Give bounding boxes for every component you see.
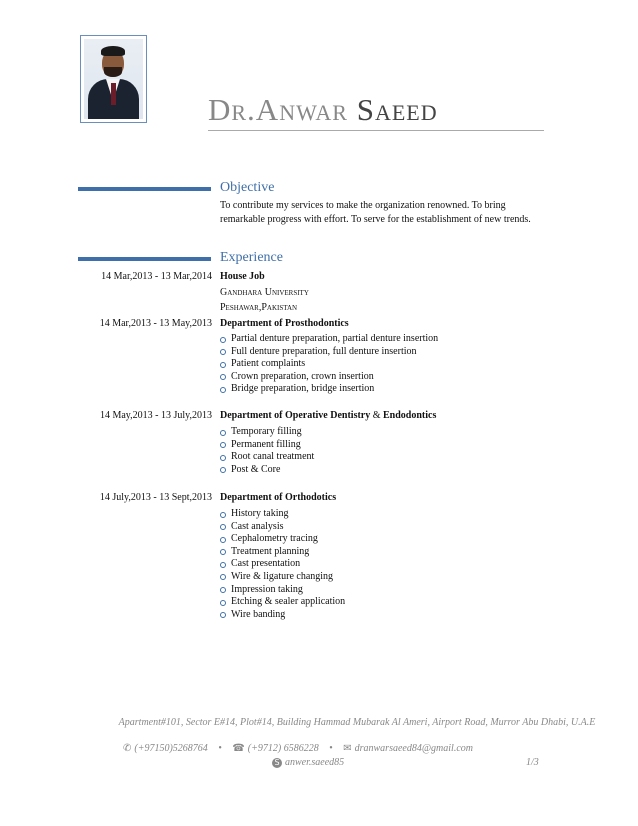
list-item: Temporary filling bbox=[220, 426, 314, 439]
envelope-icon: ✉ bbox=[343, 743, 352, 754]
list-item: Treatment planning bbox=[220, 546, 345, 559]
operative-title: Department of Operative Dentistry & Endodontics bbox=[220, 410, 437, 421]
list-item: Full denture preparation, full denture insertion bbox=[220, 346, 438, 359]
operative-dates: 14 May,2013 - 13 July,2013 bbox=[99, 410, 212, 421]
list-item: Cast presentation bbox=[220, 558, 345, 571]
footer-phone: (+9712) 6586228 bbox=[247, 743, 319, 754]
orthodontics-list bbox=[220, 508, 345, 621]
first-name: Dr.Anwar bbox=[208, 92, 348, 127]
list-item: Wire banding bbox=[220, 609, 345, 622]
house-job-title: House Job bbox=[220, 271, 265, 282]
house-job-dates: 14 Mar,2013 - 13 Mar,2014 bbox=[101, 271, 212, 282]
last-name: Saeed bbox=[356, 92, 438, 127]
name-divider bbox=[208, 130, 544, 131]
list-item: Cast analysis bbox=[220, 521, 345, 534]
candidate-name bbox=[208, 92, 438, 128]
objective-title: Objective bbox=[220, 180, 275, 195]
operative-list bbox=[220, 426, 314, 476]
list-item: Cephalometry tracing bbox=[220, 533, 345, 546]
mobile-phone-icon: ✆ bbox=[123, 743, 132, 754]
objective-bar bbox=[78, 187, 211, 191]
profile-photo-image bbox=[84, 39, 143, 119]
objective-text: To contribute my services to make the organization renowned. To bring remarkable progress with effort. To serve for the establishment of new trends. bbox=[220, 200, 531, 225]
page-number: 1/3 bbox=[526, 757, 539, 768]
footer-contacts: ✆ (+97150)5268764 • ☎ (+9712) 6586228 • ✉ dranwarsaeed84@gmail.com bbox=[123, 743, 473, 754]
orthodontics-title: Department of Orthodotics bbox=[220, 492, 337, 503]
list-item: Permanent filling bbox=[220, 439, 314, 452]
orthodontics-dates: 14 July,2013 - 13 Sept,2013 bbox=[99, 492, 212, 503]
list-item: Bridge preparation, bridge insertion bbox=[220, 383, 438, 396]
prosthodontics-dates: 14 Mar,2013 - 13 May,2013 bbox=[99, 318, 212, 329]
experience-title: Experience bbox=[220, 250, 283, 265]
telephone-icon: ☎ bbox=[232, 743, 245, 754]
skype-icon: S bbox=[272, 758, 282, 768]
list-item: Patient complaints bbox=[220, 358, 438, 371]
list-item: Partial denture preparation, partial denture insertion bbox=[220, 333, 438, 346]
footer-mobile: (+97150)5268764 bbox=[134, 743, 208, 754]
list-item: Crown preparation, crown insertion bbox=[220, 371, 438, 384]
house-job-institution: Gandhara University bbox=[220, 287, 309, 298]
footer-email[interactable]: dranwarsaeed84@gmail.com bbox=[354, 743, 473, 754]
list-item: Post & Core bbox=[220, 464, 314, 477]
list-item: History taking bbox=[220, 508, 345, 521]
footer-skype bbox=[272, 757, 344, 768]
footer-address: Apartment#101, Sector E#14, Plot#14, Building Hammad Mubarak Al Ameri, Airport Road, Murror Abu Dhabi, U.A.E bbox=[118, 717, 596, 728]
list-item: Impression taking bbox=[220, 584, 345, 597]
list-item: Etching & sealer application bbox=[220, 596, 345, 609]
profile-photo bbox=[80, 35, 147, 123]
prosthodontics-title: Department of Prosthodontics bbox=[220, 318, 349, 329]
footer-skype-id[interactable]: anwer.saeed85 bbox=[285, 757, 345, 768]
prosthodontics-list bbox=[220, 333, 438, 396]
list-item: Root canal treatment bbox=[220, 451, 314, 464]
house-job-location: Peshawar,Pakistan bbox=[220, 302, 298, 313]
list-item: Wire & ligature changing bbox=[220, 571, 345, 584]
experience-bar bbox=[78, 257, 211, 261]
